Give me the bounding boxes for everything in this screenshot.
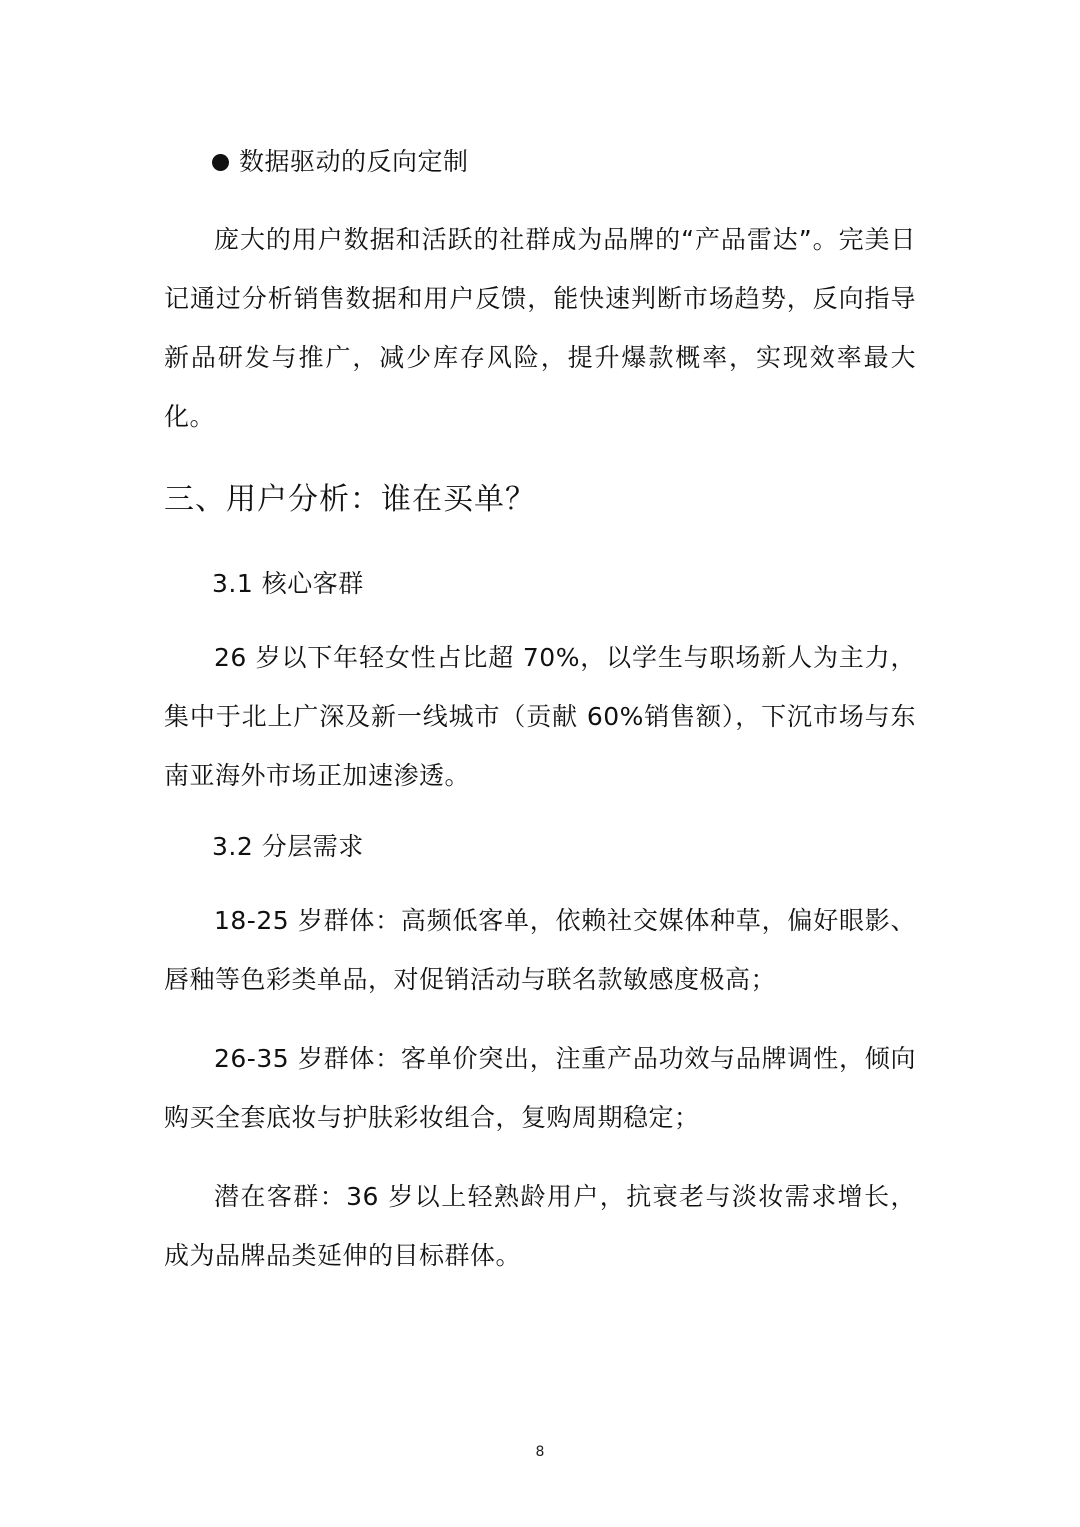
bullet-paragraph: 庞大的用户数据和活跃的社群成为品牌的“产品雷达”。完美日记通过分析销售数据和用户反馈，能快速判断市场趋势，反向指导新品研发与推广，减少库存风险，提升爆款概率，实现效率最大化。 <box>164 225 916 431</box>
page-content <box>164 140 916 1305</box>
bullet-heading-text: 数据驱动的反向定制 <box>239 147 469 176</box>
bullet-heading <box>212 140 916 184</box>
section-title: 三、用户分析：谁在买单？ <box>164 482 536 517</box>
page-number: 8 <box>535 1444 545 1460</box>
tiered-needs-paragraph-26-35: 26-35 岁群体：客单价突出，注重产品功效与品牌调性，倾向购买全套底妆与护肤彩妆组合，复购周期稳定； <box>164 1044 916 1132</box>
tiered-needs-paragraph-18-25: 18-25 岁群体：高频低客单，依赖社交媒体种草，偏好眼影、唇釉等色彩类单品，对促销活动与联名款敏感度极高； <box>164 906 916 994</box>
subsection-heading-tiered-needs: 3.2 分层需求 <box>212 832 364 861</box>
tiered-needs-paragraph-potential: 潜在客群：36 岁以上轻熟龄用户，抗衰老与淡妆需求增长，成为品牌品类延伸的目标群体。 <box>164 1182 916 1270</box>
bullet-dot-icon <box>212 154 229 171</box>
subsection-heading-core-customers: 3.1 核心客群 <box>212 569 364 598</box>
core-customers-paragraph: 26 岁以下年轻女性占比超 70%，以学生与职场新人为主力，集中于北上广深及新一线城市（贡献 60%销售额），下沉市场与东南亚海外市场正加速渗透。 <box>164 643 917 790</box>
